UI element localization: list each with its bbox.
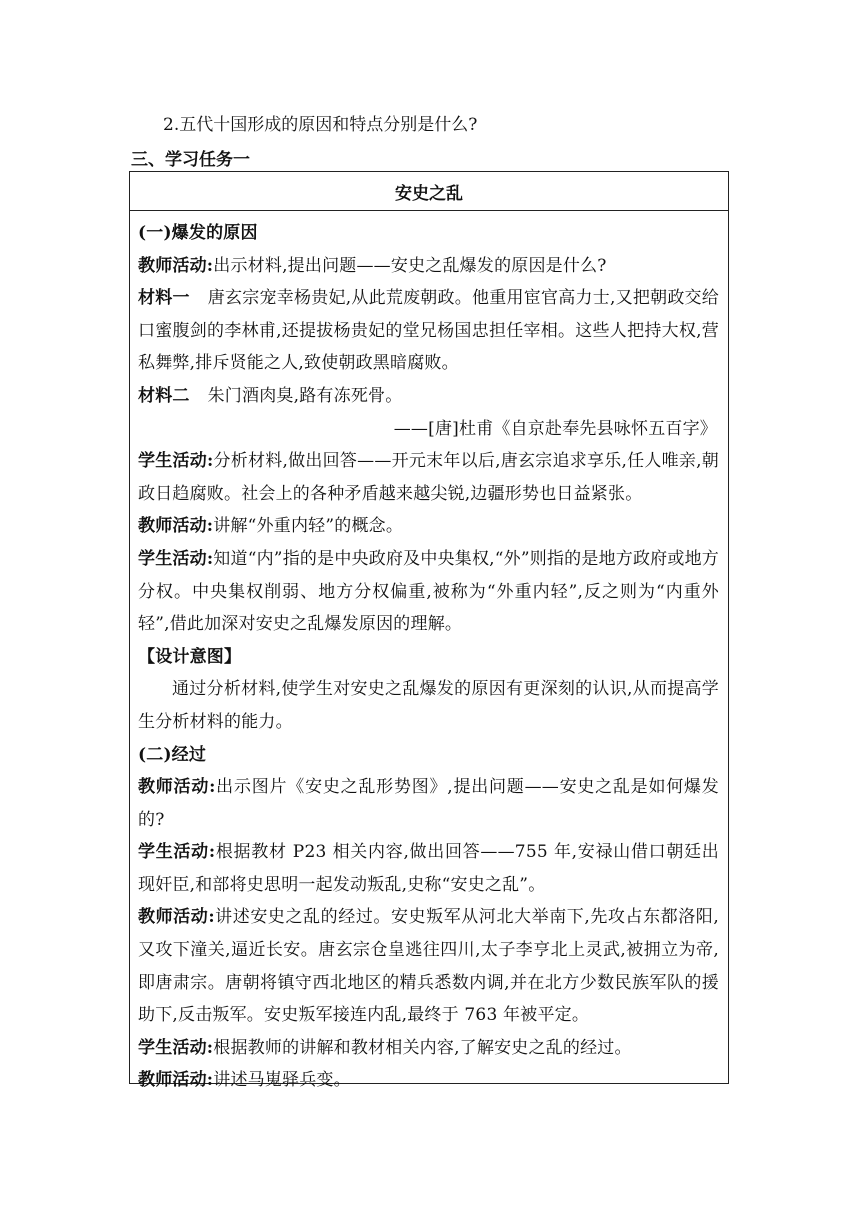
section-title: 三、学习任务一 — [131, 150, 250, 170]
student-activity-1 — [138, 445, 719, 510]
teacher-activity-1 — [138, 250, 719, 283]
subheading-causes: (一)爆发的原因 — [138, 223, 258, 243]
activity-label: 教师活动: — [138, 255, 214, 276]
material-1 — [138, 282, 719, 380]
material-2-source: ——[唐]杜甫《自京赴奉先县咏怀五百字》 — [393, 418, 717, 439]
activity-label: 教师活动: — [138, 516, 214, 537]
activity-text: 分析材料,做出回答——开元末年以后,唐玄宗追求享乐,任人唯亲,朝政日趋腐败。社会上的各种矛盾越来越尖锐,边疆形势也日益紧张。 — [138, 451, 720, 504]
activity-label: 学生活动: — [138, 842, 216, 863]
activity-text: 根据教师的讲解和教材相关内容,了解安史之乱的经过。 — [213, 1037, 632, 1058]
material-label: 材料一 — [138, 288, 190, 309]
design-intent-heading: 【设计意图】 — [138, 646, 242, 667]
activity-text: 讲述安史之乱的经过。安史叛军从河北大举南下,先攻占东都洛阳,又攻下潼关,逼近长安。唐玄宗仓皇逃往四川,太子李亨北上灵武,被拥立为帝,即唐肃宗。唐朝将镇守西北地区的精兵悉数内调,并在北方少数民族军队的援助下,反击叛军。安史叛军接连内乱,最终于 763 年被平定。 — [138, 907, 719, 1026]
student-activity-3 — [138, 836, 719, 901]
activity-label: 教师活动: — [138, 907, 215, 928]
table-body — [130, 211, 728, 1097]
lesson-table — [129, 171, 729, 1091]
teacher-activity-4 — [138, 901, 719, 1031]
activity-text: 根据教材 P23 相关内容,做出回答——755 年,安禄山借口朝廷出现奸臣,和部将史思明一起发动叛乱,史称“安史之乱”。 — [138, 842, 719, 895]
teacher-activity-5 — [138, 1064, 719, 1097]
activity-label: 教师活动: — [138, 777, 216, 798]
activity-text: 知道“内”指的是中央政府及中央集权,“外”则指的是地方政府或地方分权。中央集权削弱、地方分权偏重,被称为“外重内轻”,反之则为“内重外轻”,借此加深对安史之乱爆发原因的理解。 — [138, 548, 719, 635]
material-text: 朱门酒肉臭,路有冻死骨。 — [207, 385, 403, 406]
question-line: 2.五代十国形成的原因和特点分别是什么? — [163, 115, 478, 135]
design-intent-text: 通过分析材料,使学生对安史之乱爆发的原因有更深刻的认识,从而提高学生分析材料的能力。 — [138, 679, 719, 732]
activity-text: 讲述马嵬驿兵变。 — [213, 1070, 351, 1091]
activity-label: 学生活动: — [138, 451, 214, 472]
subheading-process: (二)经过 — [138, 744, 207, 765]
table-header: 安史之乱 — [130, 172, 728, 211]
activity-label: 学生活动: — [138, 548, 214, 569]
material-2 — [138, 380, 719, 413]
activity-text: 出示图片《安史之乱形势图》,提出问题——安史之乱是如何爆发的? — [138, 777, 719, 830]
activity-label: 教师活动: — [138, 1070, 214, 1091]
teacher-activity-3 — [138, 771, 719, 836]
material-label: 材料二 — [138, 385, 190, 406]
material-text: 唐玄宗宠幸杨贵妃,从此荒废朝政。他重用宦官高力士,又把朝政交给口蜜腹剑的李林甫,还提拔杨贵妃的堂兄杨国忠担任宰相。这些人把持大权,营私舞弊,排斥贤能之人,致使朝政黑暗腐败。 — [138, 288, 719, 374]
activity-label: 学生活动: — [138, 1037, 214, 1058]
activity-text: 讲解“外重内轻”的概念。 — [213, 516, 404, 537]
student-activity-4 — [138, 1032, 719, 1065]
teacher-activity-2 — [138, 510, 719, 543]
student-activity-2 — [138, 543, 719, 641]
activity-text: 出示材料,提出问题——安史之乱爆发的原因是什么? — [213, 255, 607, 276]
